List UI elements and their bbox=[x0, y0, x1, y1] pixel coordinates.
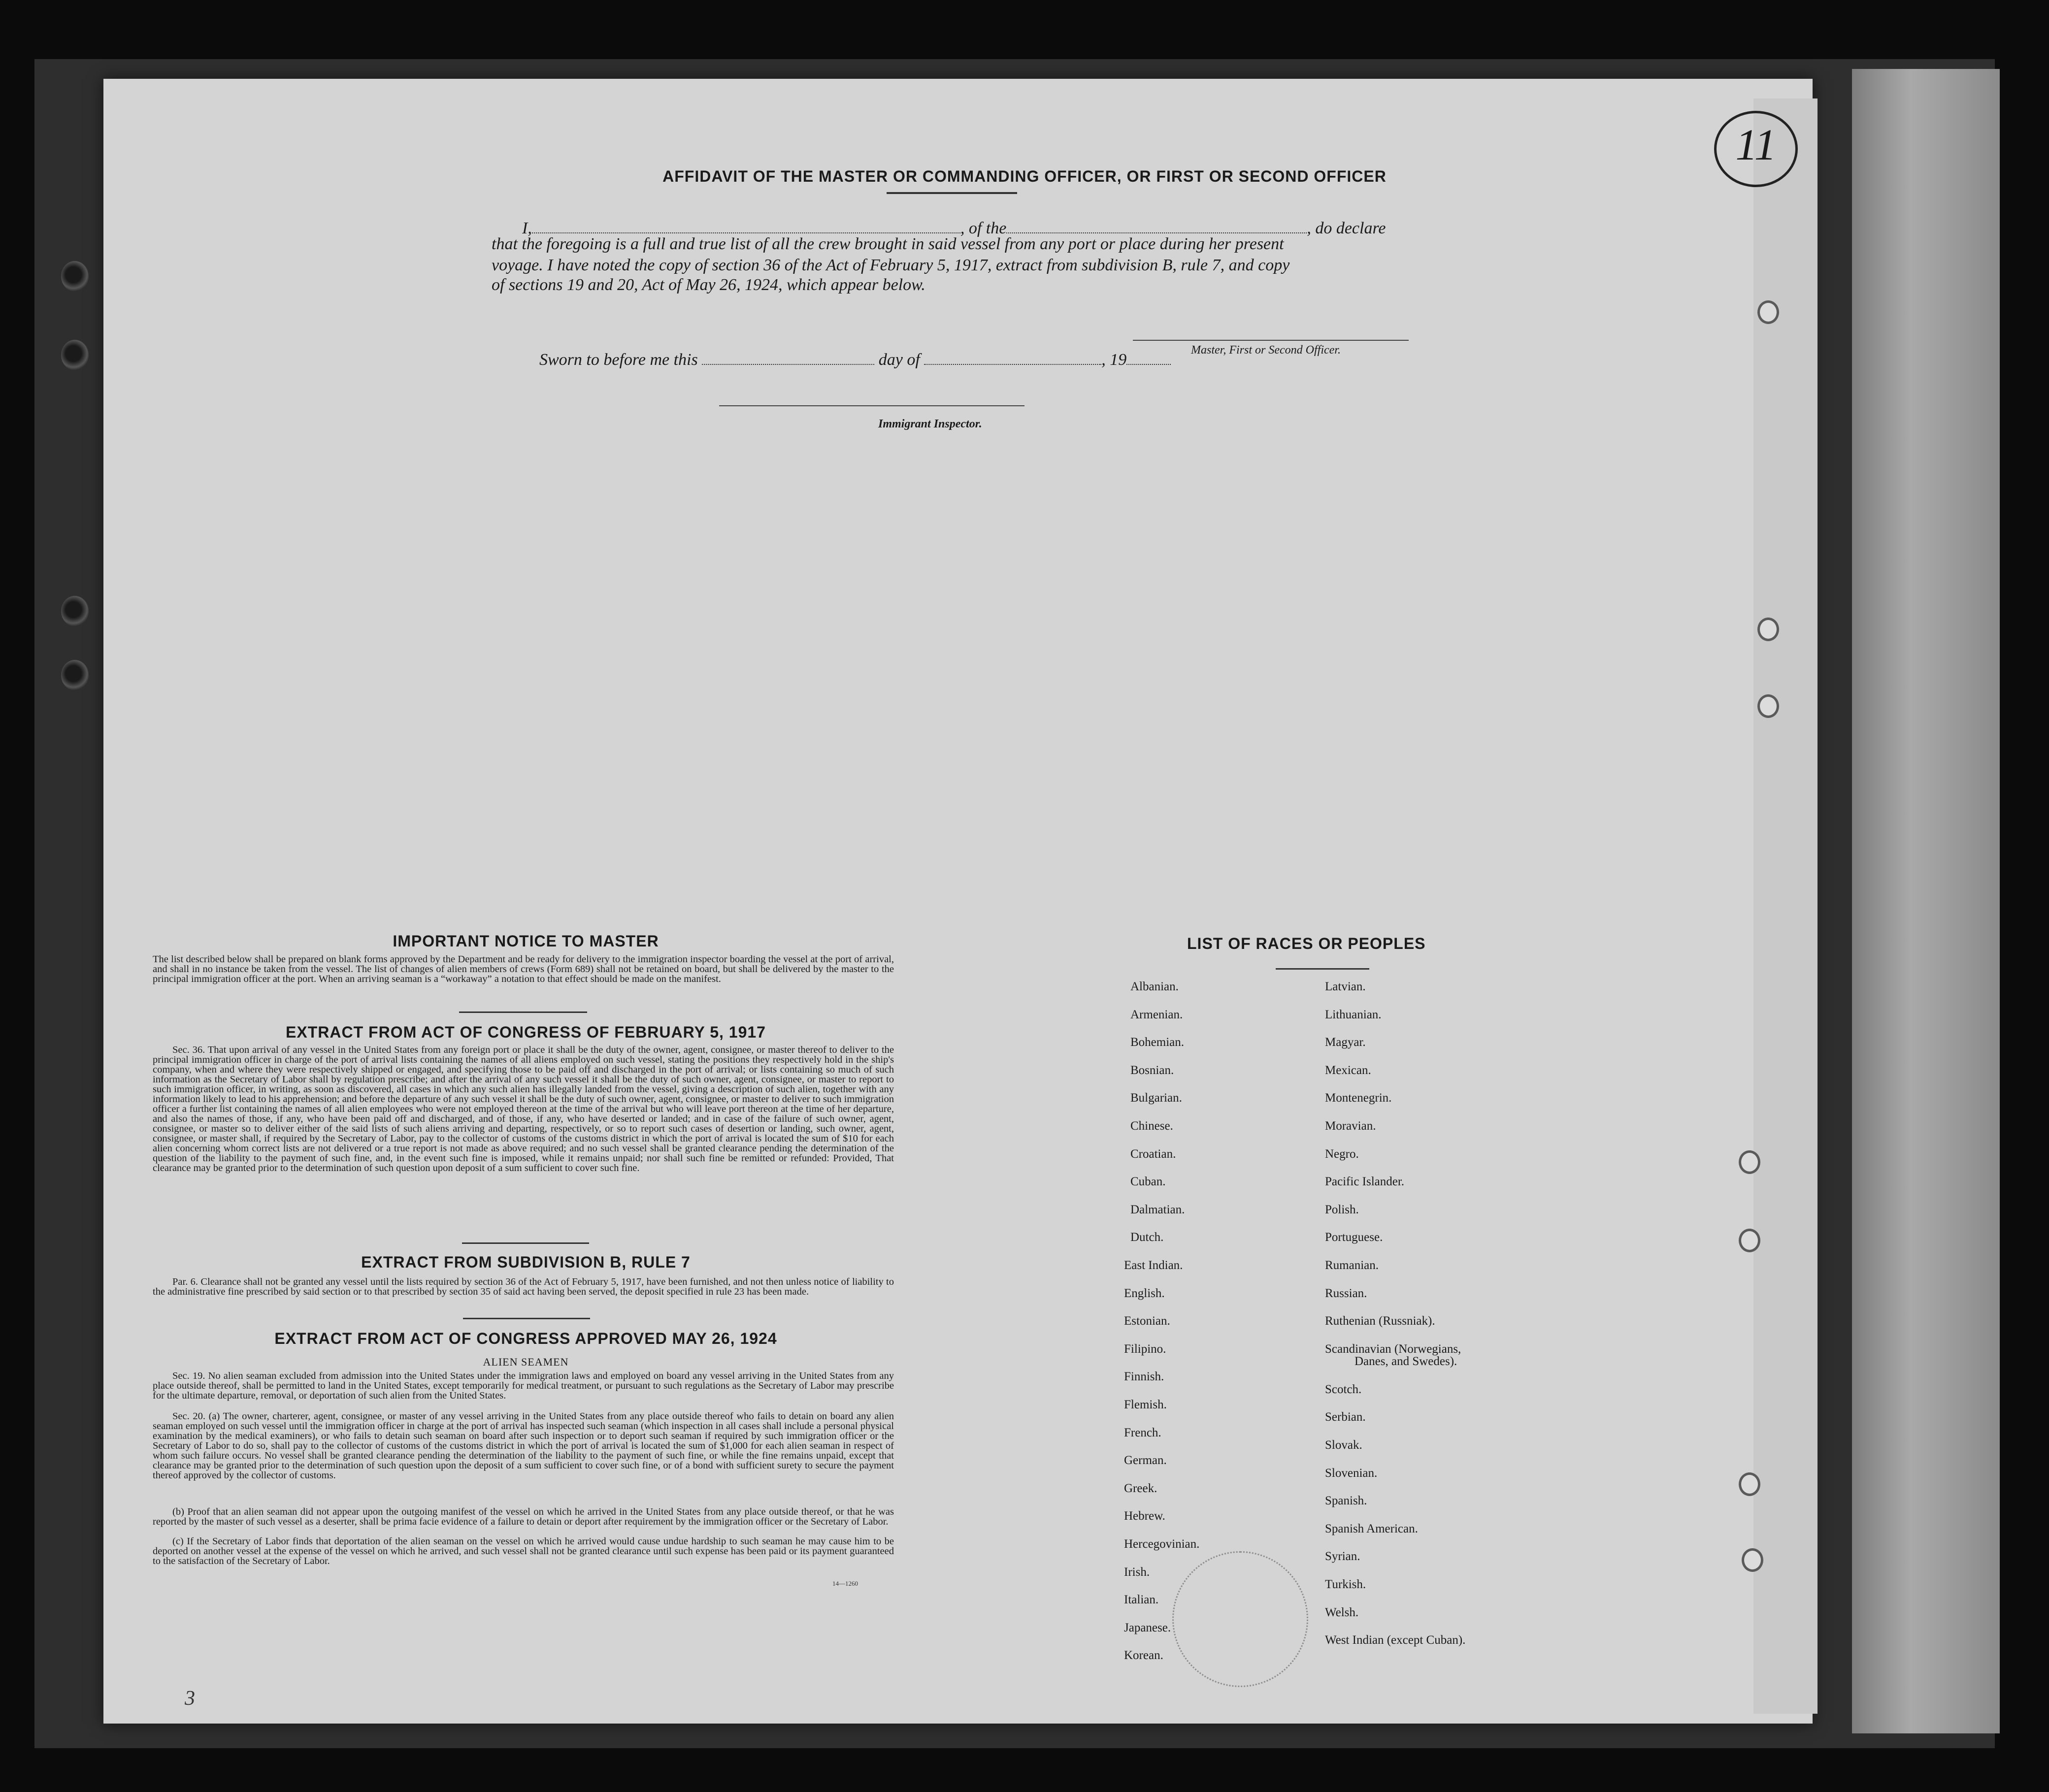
affidavit-do-declare: , do declare bbox=[1307, 219, 1386, 237]
race-item: Serbian. bbox=[1325, 1410, 1366, 1424]
race-item: French. bbox=[1124, 1426, 1161, 1439]
master-signature-label: Master, First or Second Officer. bbox=[1191, 344, 1341, 357]
race-item: Slovenian. bbox=[1325, 1466, 1378, 1480]
race-item: Croatian. bbox=[1130, 1147, 1176, 1161]
extract-1917-text: Sec. 36. That upon arrival of any vessel in the United States from any foreign port or place it shall be the duty of the owner, agent, consignee, or master thereof to deliver to the principal immigration officer in charge of the port of arrival lists containing the names of all aliens employed on such vessel, stating the positions they respectively hold in the ship's company, when and where they were respectively shipped or engaged, and specifying those to be paid off and discharged in the port of arrival; or lists containing so much of such information as the Secretary of Labor shall by regulation prescribe; and after the arrival of any such vessel it shall be the duty of such owner, agent, consignee, or master to report to such immigration officer, in writing, as soon as discovered, all cases in which any such alien has illegally landed from the vessel, giving a description of such alien, together with any information likely to lead to his apprehension; and before the departure of any such vessel it shall be the duty of such owner, agent, consignee, or master to deliver to such immigration officer a further list containing the names of all alien employees who were not employed thereon at the time of the arrival but who will leave port thereon at the time of her departure, and also the names of those, if any, who have been paid off and discharged, and of those, if any, who have deserted or landed; and in case of the failure of such owner, agent, consignee, or master so to deliver either of the said lists of such aliens arriving and departing, respectively, or so to report such cases of desertion or landing, such owner, agent, consignee, or master shall, if required by the Secretary of Labor, pay to the collector of customs of the customs district in which the port of arrival is located the sum of $10 for each alien concerning whom correct lists are not delivered or a true report is not made as above required; and no such vessel shall be granted clearance pending the determination of the question of the liability to the payment of such fine, and, in the event such fine is imposed, while it remains unpaid; nor shall such fine be remitted or refunded: Provided, That clearance may be granted prior to the determination of such question upon deposit of a sum sufficient to cover such fine. bbox=[153, 1044, 894, 1173]
margin-note: 3 bbox=[185, 1687, 195, 1710]
extract-1924-sec20a: Sec. 20. (a) The owner, charterer, agent, consignee, or master of any vessel arriving in the United States from any place outside thereof who fails to detain on board any alien seaman employed on such vessel until the immigration officer in charge at the port of arrival has inspected such seaman (which inspection in all cases shall include a personal physical examination by the medical examiners), or who fails to detain such seaman on board after such inspection or to deport such seaman if required by such immigration officer or the Secretary of Labor to do so, shall pay to the collector of customs of the customs district in which the port of arrival is located the sum of $1,000 for each alien seaman in respect of whom such failure occurs. No vessel shall be granted clearance pending the determination of the liability to the payment of such fine, or while the fine remains unpaid, except that clearance may be granted prior to the determination of such question upon the deposit of a sum sufficient to cover such fine, or of a bond with sufficient surety to secure the payment thereof approved by the collector of customs. bbox=[153, 1411, 894, 1481]
ring-hole bbox=[1757, 300, 1779, 324]
inspector-signature-line[interactable] bbox=[719, 405, 1024, 406]
race-item: Montenegrin. bbox=[1325, 1091, 1392, 1105]
race-item: Welsh. bbox=[1325, 1605, 1359, 1619]
races-title: LIST OF RACES OR PEOPLES bbox=[1187, 935, 1426, 952]
ring-hole bbox=[1739, 1472, 1760, 1496]
race-item: Chinese. bbox=[1130, 1119, 1173, 1133]
vessel-name-field[interactable] bbox=[1006, 220, 1307, 233]
race-item: German. bbox=[1124, 1454, 1167, 1467]
race-item: Flemish. bbox=[1124, 1398, 1167, 1411]
race-item: Dutch. bbox=[1130, 1231, 1164, 1244]
ring-hole bbox=[1742, 1548, 1763, 1572]
race-item: Danes, and Swedes). bbox=[1355, 1355, 1457, 1368]
race-item: Spanish. bbox=[1325, 1494, 1367, 1508]
race-item: Bosnian. bbox=[1130, 1063, 1174, 1077]
notice-title: IMPORTANT NOTICE TO MASTER bbox=[393, 932, 659, 950]
extract-1924-sec20c: (c) If the Secretary of Labor finds that deportation of the alien seaman on the vessel on which he arrived would cause undue hardship to such seaman he may cause him to be deported on another vessel at the expense of the vessel on which he arrived, and such vessel shall not be granted clearance until such expense has been paid or its payment guaranteed to the satisfaction of the Secretary of Labor. bbox=[153, 1536, 894, 1566]
race-item: Latvian. bbox=[1325, 980, 1366, 993]
binder-punch-hole bbox=[61, 660, 89, 690]
race-item: Dalmatian. bbox=[1130, 1203, 1185, 1216]
race-item: Hebrew. bbox=[1124, 1509, 1165, 1523]
extract-1924-subtitle: ALIEN SEAMEN bbox=[483, 1356, 569, 1368]
extract-rule7-rule bbox=[463, 1318, 590, 1319]
race-item: Magyar. bbox=[1325, 1036, 1366, 1049]
form-number: 14—1260 bbox=[832, 1580, 858, 1587]
extract-1924-sec20b: (b) Proof that an alien seaman did not appear upon the outgoing manifest of the vessel on which he arrived in the United States from any place outside thereof, or that he was reported by the master of such vessel as a deserter, shall be prima facie evidence of a failure to detain or deport after requirement by the immigration officer or the Secretary of Labor. bbox=[153, 1506, 894, 1527]
ring-hole bbox=[1757, 694, 1779, 718]
race-item: Hercegovinian. bbox=[1124, 1537, 1200, 1551]
race-item: English. bbox=[1124, 1286, 1165, 1300]
sworn-to-label: Sworn to before me this bbox=[539, 351, 698, 369]
race-item: Italian. bbox=[1124, 1593, 1159, 1607]
race-item: Lithuanian. bbox=[1325, 1008, 1382, 1021]
affidavit-title: AFFIDAVIT OF THE MASTER OR COMMANDING OFFICER, OR FIRST OR SECOND OFFICER bbox=[662, 167, 1387, 185]
race-item: East Indian. bbox=[1124, 1259, 1183, 1272]
extract-1924-title: EXTRACT FROM ACT OF CONGRESS APPROVED MAY 26, 1924 bbox=[274, 1330, 777, 1347]
affidavit-i: I, bbox=[522, 219, 532, 237]
race-item: Portuguese. bbox=[1325, 1231, 1383, 1244]
notice-text: The list described below shall be prepared on blank forms approved by the Department and be ready for delivery to the immigration inspector boarding the vessel at the port of arrival, and shall in no instance be taken from the vessel. The list of changes of alien members of crews (Form 689) shall not be retained on board, but shall be delivered by the master to the principal immigration officer at the port. When an arriving seaman is a “workaway” a notation to that effect should be made on the manifest. bbox=[153, 954, 894, 984]
race-item: Syrian. bbox=[1325, 1550, 1360, 1564]
race-item: Cuban. bbox=[1130, 1175, 1166, 1189]
race-item: Armenian. bbox=[1130, 1008, 1183, 1021]
race-item: Mexican. bbox=[1325, 1063, 1371, 1077]
race-item: Estonian. bbox=[1124, 1314, 1170, 1328]
race-item: Irish. bbox=[1124, 1565, 1150, 1579]
race-item: Albanian. bbox=[1130, 980, 1179, 993]
race-item: Japanese. bbox=[1124, 1621, 1171, 1634]
affidavit-title-rule bbox=[887, 192, 1017, 194]
day-of-label: day of bbox=[878, 351, 920, 369]
extract-rule7-text: Par. 6. Clearance shall not be granted any vessel until the lists required by section 36 of the Act of February 5, 1917, have been furnished, and not then unless notice of liability to the administrative fine prescribed by said section or to that prescribed by section 35 of said act having been served, the deposit specified in rule 23 has been made. bbox=[153, 1276, 894, 1297]
sworn-year-field[interactable] bbox=[1126, 351, 1171, 365]
race-item: Scotch. bbox=[1325, 1382, 1362, 1396]
affidavit-of-the: , of the bbox=[960, 219, 1007, 237]
binder-punch-hole bbox=[61, 261, 89, 292]
race-item: Pacific Islander. bbox=[1325, 1175, 1405, 1189]
extract-rule7-title: EXTRACT FROM SUBDIVISION B, RULE 7 bbox=[361, 1253, 691, 1271]
race-item: Greek. bbox=[1124, 1481, 1157, 1495]
extract-1917-title: EXTRACT FROM ACT OF CONGRESS OF FEBRUARY 5, 1917 bbox=[286, 1023, 766, 1041]
ring-hole bbox=[1739, 1150, 1760, 1174]
races-title-rule bbox=[1276, 968, 1369, 970]
binder-punch-hole bbox=[61, 340, 89, 370]
underlying-page-edge bbox=[1753, 98, 1818, 1714]
race-item: Bulgarian. bbox=[1130, 1091, 1182, 1105]
binder-punch-hole bbox=[61, 596, 89, 626]
sworn-line bbox=[539, 351, 1171, 369]
race-item: Ruthenian (Russniak). bbox=[1325, 1314, 1435, 1328]
affidavit-line-2: that the foregoing is a full and true list of all the crew brought in said vessel from any port or place during her present bbox=[492, 235, 1284, 253]
race-item: Russian. bbox=[1325, 1286, 1367, 1300]
race-item: Filipino. bbox=[1124, 1342, 1166, 1356]
sheet-number: 11 bbox=[1714, 111, 1798, 187]
ring-hole bbox=[1739, 1229, 1760, 1252]
race-item: Slovak. bbox=[1325, 1438, 1362, 1452]
faint-stamp bbox=[1172, 1551, 1308, 1687]
year-prefix-label: , 19 bbox=[1101, 351, 1127, 369]
race-item: Turkish. bbox=[1325, 1578, 1366, 1592]
race-item: Moravian. bbox=[1325, 1119, 1376, 1133]
affidavit-line-3: voyage. I have noted the copy of section 36 of the Act of February 5, 1917, extract from subdivision B, rule 7, and copy bbox=[492, 256, 1290, 274]
extract-1924-sec19: Sec. 19. No alien seaman excluded from admission into the United States under the immigration laws and employed on board any vessel arriving in the United States from any place outside thereof, shall be permitted to land in the United States, except temporarily for medical treatment, or pursuant to such regulations as the Secretary of Labor may prescribe for the ultimate departure, removal, or deportation of such alien from the United States. bbox=[153, 1370, 894, 1401]
inspector-label: Immigrant Inspector. bbox=[878, 418, 982, 430]
extract-1917-rule bbox=[462, 1242, 589, 1244]
sworn-month-field[interactable] bbox=[924, 351, 1101, 365]
race-item: Korean. bbox=[1124, 1649, 1163, 1662]
binder-edge bbox=[1852, 69, 2000, 1733]
affidavit-line-4: of sections 19 and 20, Act of May 26, 1924, which appear below. bbox=[492, 276, 925, 294]
ring-hole bbox=[1757, 618, 1779, 641]
race-item: Scandinavian (Norwegians, bbox=[1325, 1342, 1461, 1356]
race-item: Bohemian. bbox=[1130, 1036, 1185, 1049]
notice-rule bbox=[459, 1011, 587, 1013]
race-item: West Indian (except Cuban). bbox=[1325, 1633, 1466, 1647]
master-signature-line[interactable] bbox=[1133, 340, 1409, 341]
race-item: Rumanian. bbox=[1325, 1259, 1379, 1272]
officer-name-field[interactable] bbox=[532, 220, 960, 233]
sworn-day-field[interactable] bbox=[702, 351, 874, 365]
race-item: Spanish American. bbox=[1325, 1522, 1418, 1535]
race-item: Finnish. bbox=[1124, 1370, 1164, 1384]
race-item: Polish. bbox=[1325, 1203, 1359, 1216]
race-item: Negro. bbox=[1325, 1147, 1359, 1161]
